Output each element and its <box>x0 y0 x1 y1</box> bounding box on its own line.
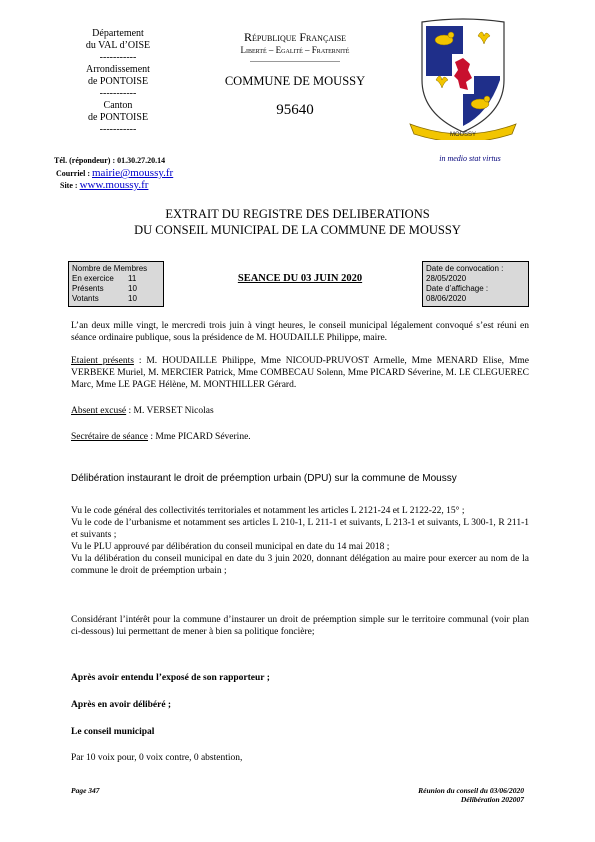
page-number: Page 347 <box>71 786 100 795</box>
department-line2: du VAL d’OISE <box>85 40 151 51</box>
members-box-header: Nombre de Membres <box>72 264 148 273</box>
separator: ----------- <box>99 52 137 63</box>
secretary-label: Secrétaire de séance <box>71 432 149 442</box>
title-line2: DU CONSEIL MUNICIPAL DE LA COMMUNE DE MOUSSY <box>134 223 461 237</box>
present-label: Etaient présents <box>71 356 134 366</box>
members-label: Présents <box>72 284 104 293</box>
dates-box <box>422 261 529 307</box>
members-box <box>68 261 164 307</box>
contact-block <box>54 156 244 191</box>
considerant-paragraph: Considérant l’intérêt pour la commune d’instaurer un droit de préemption simple sur le territoire communal (voir plan ci-dessous) lui permettant de mener à bien sa politique foncière; <box>71 615 529 637</box>
arrondissement-line1: Arrondissement <box>86 64 150 75</box>
separator: ----------- <box>99 124 137 135</box>
vote-result: Par 10 voix pour, 0 voix contre, 0 abstention, <box>71 753 243 763</box>
administrative-header <box>58 28 178 136</box>
phone-number: Tél. (répondeur) : 01.30.27.20.14 <box>54 156 166 165</box>
deliberation-subject: Délibération instaurant le droit de préemption urbain (DPU) sur la commune de Moussy <box>71 473 457 484</box>
site-label: Site : <box>60 181 80 190</box>
vu-item: Vu la délibération du conseil municipal en date du 3 juin 2020, donnant délégation au maire pour exercer au nom de la commune le droit de préemption urbain ; <box>71 554 529 576</box>
document-title <box>40 206 555 238</box>
vu-item: Vu le code de l’urbanisme et notamment ses articles L 210-1, L 211-1 et suivants, L 213-1 et suivants, L 300-1, R 211-1 et suivants ; <box>71 518 529 540</box>
department-line1: Département <box>92 28 144 39</box>
intro-paragraph: L’an deux mille vingt, le mercredi trois juin à vingt heures, le conseil municipal légalement convoqué s’est réuni en séance ordinaire publique, sous la présidence de M. HOUDAILLE Philippe, maire. <box>71 321 529 343</box>
affichage-date: 08/06/2020 <box>426 294 467 303</box>
divider <box>250 61 340 62</box>
vu-item: Vu le PLU approuvé par délibération du conseil municipal en date du 14 mai 2018 ; <box>71 542 390 552</box>
footer-reunion: Réunion du conseil du 03/06/2020 <box>418 786 524 795</box>
coat-of-arms-icon <box>408 18 518 140</box>
apres-delibere: Après en avoir délibéré ; <box>71 700 172 710</box>
title-line1: EXTRAIT DU REGISTRE DES DELIBERATIONS <box>165 207 430 221</box>
absent-label: Absent excusé <box>71 406 127 416</box>
legal-basis <box>71 505 529 577</box>
website-link[interactable]: www.moussy.fr <box>79 179 149 191</box>
present-list: : M. HOUDAILLE Philippe, Mme NICOUD-PRUVOST Armelle, Mme MENARD Elise, Mme VERBEKE Muriel, M. MERCIER Patrick, Mme COMBECAU Solenn, Mme PICARD Séverine, M. LE CLEGUEREC Marc, Mme LE PAGE Hélène, M. MONTHILLER Gérard. <box>71 356 529 390</box>
convocation-date: 28/05/2020 <box>426 274 467 283</box>
apres-expose: Après avoir entendu l’exposé de son rapporteur ; <box>71 673 270 683</box>
convocation-label: Date de convocation : <box>426 264 504 273</box>
members-value: 11 <box>128 274 137 283</box>
republic-header <box>195 30 395 119</box>
members-value: 10 <box>128 284 137 293</box>
absent-text: : M. VERSET Nicolas <box>126 406 214 416</box>
attendance-paragraph <box>71 355 529 391</box>
crest-motto: in medio stat virtus <box>439 154 501 163</box>
seance-heading: SEANCE DU 03 JUIN 2020 <box>237 273 363 284</box>
members-label: En exercice <box>72 274 114 283</box>
postcode: 95640 <box>276 102 314 118</box>
arrondissement-line2: de PONTOISE <box>87 76 149 87</box>
secretary-text: : Mme PICARD Séverine. <box>148 432 251 442</box>
email-label: Courriel : <box>56 169 92 178</box>
separator: ----------- <box>99 88 137 99</box>
members-label: Votants <box>72 294 99 303</box>
absent-paragraph <box>71 405 529 417</box>
footer-deliberation: Délibération 202007 <box>460 795 524 804</box>
republic-title: République Française <box>243 30 347 44</box>
republic-motto: Liberté – Egalité – Fraternité <box>240 45 350 55</box>
affichage-label: Date d’affichage : <box>426 284 489 293</box>
canton-line2: de PONTOISE <box>87 112 149 123</box>
canton-line1: Canton <box>103 100 133 111</box>
footer-right <box>330 786 524 804</box>
conseil-heading: Le conseil municipal <box>71 727 155 737</box>
crest-banner-text: MOUSSY <box>449 132 477 138</box>
email-link[interactable]: mairie@moussy.fr <box>92 167 174 179</box>
vu-item: Vu le code général des collectivités territoriales et notamment les articles L 2121-24 et L 2122-22, 15° ; <box>71 506 465 516</box>
members-value: 10 <box>128 294 137 303</box>
secretary-paragraph <box>71 431 529 443</box>
commune-name: COMMUNE DE MOUSSY <box>224 74 366 88</box>
